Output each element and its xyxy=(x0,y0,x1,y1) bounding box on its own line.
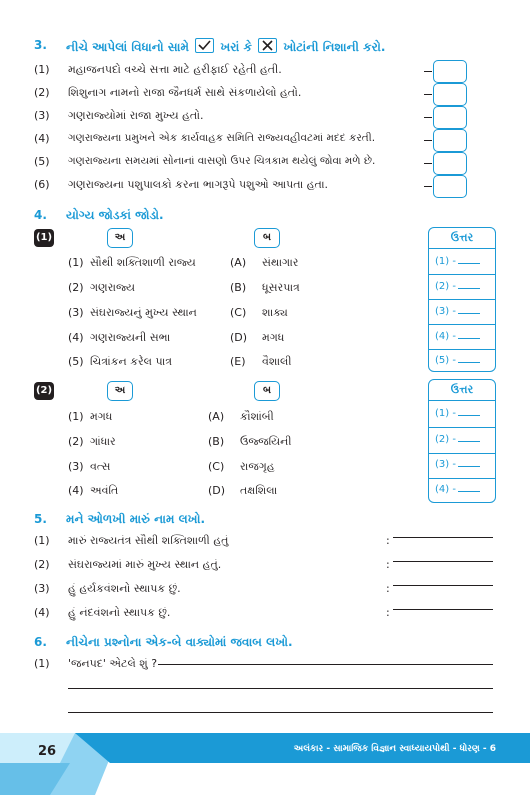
answer-box[interactable] xyxy=(433,106,467,129)
answer-slot[interactable]: (1) - xyxy=(435,408,480,419)
q5-title: મને ઓળખી મારું નામ લખો. xyxy=(66,512,206,526)
column-a-header: અ xyxy=(107,228,133,248)
q3-title: નીચે આપેલાં વિધાનો સામે ખરાં કે ખોટાંની નિશાની કરો. xyxy=(66,40,386,54)
answer-box[interactable] xyxy=(433,129,467,152)
answer-box[interactable] xyxy=(433,152,467,175)
answer-slot[interactable]: (3) - xyxy=(435,306,480,317)
column-b-header: બ xyxy=(254,228,280,248)
answer-box[interactable] xyxy=(433,83,467,106)
answer-slot[interactable]: (2) - xyxy=(435,434,480,445)
answer-slot[interactable]: (4) - xyxy=(435,484,480,495)
answer-panel-1 xyxy=(428,227,496,372)
q6-title: નીચેના પ્રશ્નોના એક-બે વાક્યોમાં જવાબ લખો. xyxy=(66,635,293,649)
part-2-label: (2) xyxy=(34,382,54,400)
cross-icon xyxy=(258,38,277,53)
answer-slot[interactable]: (2) - xyxy=(435,281,480,292)
answer-line[interactable] xyxy=(393,585,493,586)
answer-box[interactable] xyxy=(433,175,467,198)
footer-band xyxy=(0,733,530,795)
q4-title: યોગ્ય જોડકાં જોડો. xyxy=(66,208,164,222)
answer-line[interactable] xyxy=(393,561,493,562)
column-a-header: અ xyxy=(107,381,133,401)
answer-line[interactable] xyxy=(68,712,493,713)
answer-slot[interactable]: (1) - xyxy=(435,256,480,267)
answer-slot[interactable]: (3) - xyxy=(435,459,480,470)
answer-line[interactable] xyxy=(158,664,493,665)
answer-box[interactable] xyxy=(433,60,467,83)
page-footer xyxy=(0,733,530,795)
page-number: 26 xyxy=(38,744,57,759)
answer-line[interactable] xyxy=(393,537,493,538)
answer-slot[interactable]: (5) - xyxy=(435,355,480,366)
q3-number: 3. xyxy=(34,38,47,52)
answer-panel-title: ઉત્તર xyxy=(429,380,495,401)
answer-line[interactable] xyxy=(393,609,493,610)
answer-panel-2 xyxy=(428,379,496,503)
column-b-header: બ xyxy=(254,381,280,401)
answer-slot[interactable]: (4) - xyxy=(435,331,480,342)
part-1-label: (1) xyxy=(34,229,54,247)
answer-line[interactable] xyxy=(68,688,493,689)
footer-title: અલંકાર - સામાજિક વિજ્ઞાન સ્વાધ્યાયપોથી - ધોરણ - 6 xyxy=(293,744,496,754)
answer-panel-title: ઉત્તર xyxy=(429,228,495,249)
check-icon xyxy=(195,38,214,53)
